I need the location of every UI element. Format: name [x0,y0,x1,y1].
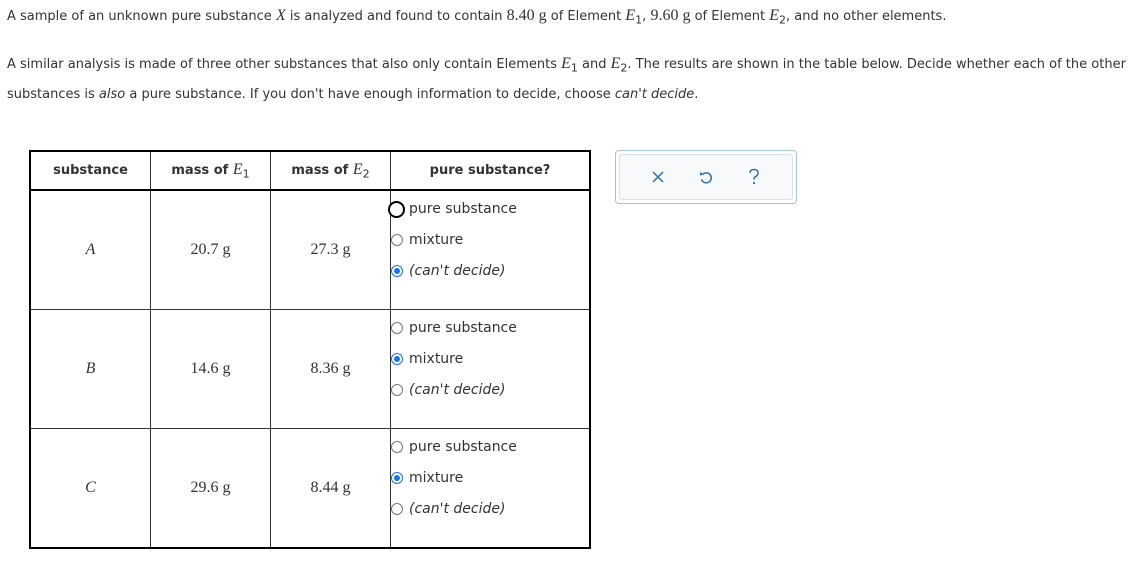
choice-group-b [391,310,591,429]
header-mass-e2: mass of $E_2$ [271,151,391,190]
mass-e2-value: 8.44 g [271,429,391,549]
option-pure-substance[interactable]: pure substance [391,318,589,338]
header-mass-e1: mass of $E_1$ [151,151,271,190]
radio-pure-substance[interactable] [391,441,403,453]
choice-group-a [391,190,591,310]
substance-name: A [30,190,151,310]
choice-group-c [391,429,591,549]
mass-e1-value: 14.6 g [151,310,271,429]
radio-pure-substance[interactable] [388,201,405,218]
option-cant-decide[interactable]: (can't decide) [391,499,589,519]
help-button[interactable] [741,164,767,190]
undo-button[interactable] [693,164,719,190]
header-substance: substance [30,151,151,190]
radio-cant-decide[interactable] [391,265,403,277]
option-cant-decide[interactable]: (can't decide) [391,380,589,400]
mass-e1-value: 20.7 g [151,190,271,310]
radio-mixture[interactable] [391,234,403,246]
option-pure-substance[interactable]: pure substance [391,199,589,219]
answer-toolbar [615,150,797,204]
option-mixture[interactable]: mixture [391,468,589,488]
option-cant-decide[interactable]: (can't decide) [391,261,589,281]
close-icon [651,170,665,184]
table-row [30,310,590,429]
header-pure-substance: pure substance? [391,151,591,190]
radio-cant-decide[interactable] [391,384,403,396]
help-icon [747,168,761,186]
answer-toolbar-inner [619,154,793,200]
table-row [30,190,590,310]
mass-e2-value: 8.36 g [271,310,391,429]
substance-name: C [30,429,151,549]
table-row [30,429,590,549]
radio-cant-decide[interactable] [391,503,403,515]
radio-pure-substance[interactable] [391,322,403,334]
substance-name: B [30,310,151,429]
undo-icon [698,169,714,185]
option-mixture[interactable]: mixture [391,230,589,250]
problem-intro: A sample of an unknown pure substance X is analyzed and found to contain 8.40 g of Element $E_1$, 9.60 g of Element $E_2$, and no other elements. [7,7,947,27]
mass-e2-value: 27.3 g [271,190,391,310]
substance-table [29,150,591,549]
table-header-row [30,151,590,190]
option-pure-substance[interactable]: pure substance [391,437,589,457]
radio-mixture[interactable] [391,472,403,484]
clear-button[interactable] [645,164,671,190]
problem-instructions: A similar analysis is made of three other substances that also only contain Elements $E_1$ and $E_2$. The results are shown in the table below. Decide whether each of the other substances is also a pure substance. If you don't have enough information to decide, choose can't decide. [7,55,1126,102]
mass-e1-value: 29.6 g [151,429,271,549]
radio-mixture[interactable] [391,353,403,365]
option-mixture[interactable]: mixture [391,349,589,369]
